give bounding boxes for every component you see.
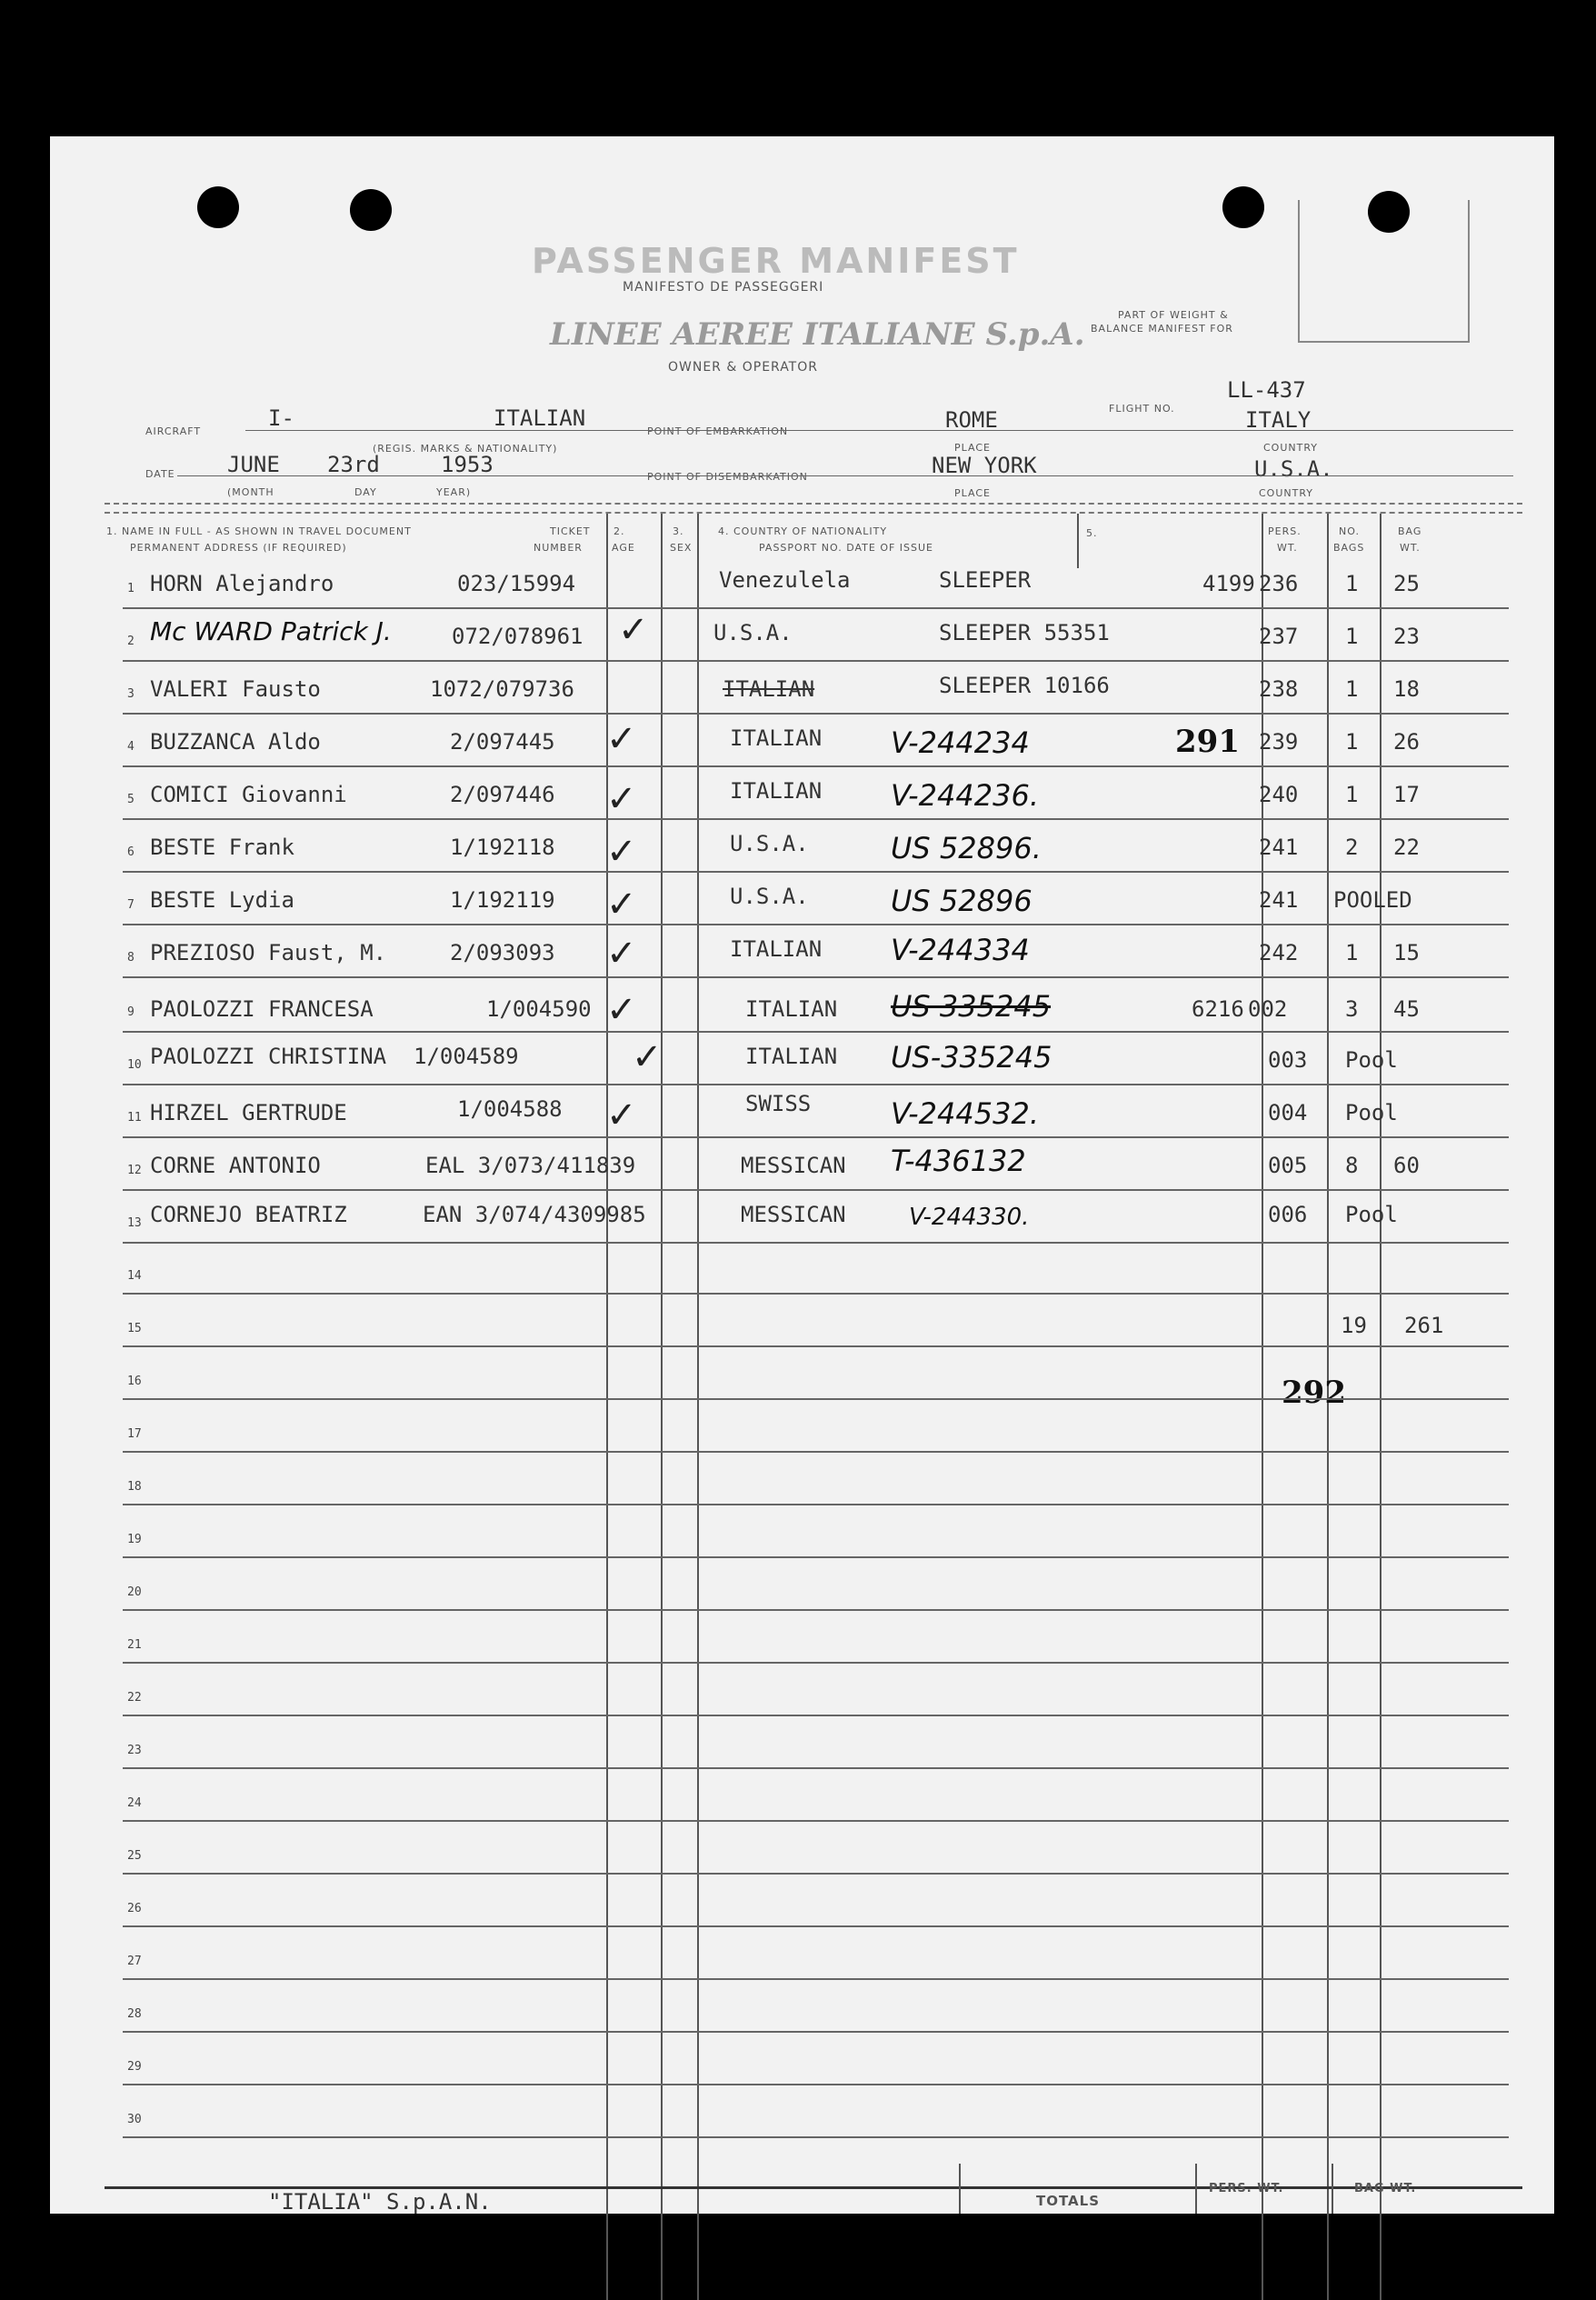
row-number: 5 (127, 793, 135, 806)
col-nat-header: PASSPORT NO. DATE OF ISSUE (759, 542, 934, 554)
col-ticket-header: TICKET (550, 525, 591, 537)
bag-count: Pool (1345, 1202, 1398, 1227)
ticket-number: 2/097445 (450, 729, 555, 755)
pers-weight: 005 (1268, 1153, 1308, 1178)
bag-weight: 17 (1393, 782, 1420, 807)
col-bagwt-header: BAG (1398, 525, 1422, 537)
manifest-title: PASSENGER MANIFEST (532, 241, 1020, 281)
nationality: MESSICAN (741, 1202, 846, 1227)
check-mark: ✓ (632, 1036, 663, 1078)
table-row (50, 1927, 1504, 1980)
ticket-number: 1/192118 (450, 835, 555, 860)
ticket-number: 1/192119 (450, 887, 555, 913)
rule (245, 430, 1513, 431)
table-row (50, 607, 1504, 662)
nationality: U.S.A. (730, 884, 809, 909)
ticket-number: 072/078961 (452, 624, 584, 649)
passport-note: V-244330. (909, 1204, 1030, 1231)
date-month: JUNE (227, 452, 280, 477)
col-sex-header: 3. (673, 525, 684, 537)
bag-weight: 22 (1393, 835, 1420, 860)
pers-weight: 238 (1259, 676, 1299, 702)
punch-hole (350, 189, 392, 231)
row-number: 8 (127, 951, 135, 965)
bag-count: 2 (1345, 835, 1359, 860)
row-number: 18 (127, 1480, 142, 1494)
passport-note: V-244236. (891, 778, 1039, 813)
passport-note: SLEEPER 55351 (939, 620, 1110, 645)
aircraft-label: AIRCRAFT (145, 425, 202, 437)
footer-divider (1332, 2164, 1333, 2214)
ticket-number: EAL 3/073/411839 (425, 1153, 636, 1178)
row-number: 21 (127, 1638, 142, 1652)
table-row (50, 1716, 1504, 1769)
check-mark: ✓ (606, 831, 637, 873)
table-row (50, 1084, 1504, 1138)
manifest-sheet (50, 136, 1554, 2214)
bag-count: 1 (1345, 624, 1359, 649)
row-number: 16 (127, 1375, 142, 1388)
country-caption: COUNTRY (1263, 442, 1318, 454)
col-name-header: 1. NAME IN FULL - AS SHOWN IN TRAVEL DOCUMENT (106, 525, 412, 537)
passport-note: US 335245 (891, 989, 1052, 1024)
table-row (50, 555, 1504, 609)
col-5-header: 5. (1086, 527, 1098, 539)
row-rule (123, 2136, 1509, 2138)
disembarkation-label: POINT OF DISEMBARKATION (647, 471, 808, 483)
row-number: 26 (127, 1902, 142, 1915)
ticket-number: 1072/079736 (430, 676, 574, 702)
bag-count: 1 (1345, 940, 1359, 965)
bag-weight: 23 (1393, 624, 1420, 649)
extra-number: 4199 (1202, 571, 1255, 596)
date-caption: YEAR) (436, 486, 472, 498)
passport-note: V-244532. (891, 1096, 1039, 1131)
totals-label: TOTALS (1036, 2193, 1101, 2209)
table-row (50, 1400, 1504, 1453)
bag-weight: 18 (1393, 676, 1420, 702)
ticket-number: 023/15994 (457, 571, 576, 596)
passport-note: V-244334 (891, 933, 1030, 967)
passenger-name: BESTE Lydia (150, 887, 294, 913)
passenger-name: PAOLOZZI CHRISTINA (150, 1044, 387, 1069)
table-row (50, 1453, 1504, 1505)
row-number: 24 (127, 1796, 142, 1810)
passenger-name: BESTE Frank (150, 835, 294, 860)
bag-count: 1 (1345, 676, 1359, 702)
bag-count: POOLED (1333, 887, 1412, 913)
col-nat-header: 4. COUNTRY OF NATIONALITY (718, 525, 888, 537)
punch-hole (1222, 186, 1264, 228)
passport-note: V-244234 (891, 725, 1030, 760)
row-number: 1 (127, 582, 135, 595)
row-number: 15 (127, 1322, 142, 1335)
total-bag-weight: 261 (1404, 1313, 1444, 1338)
place-caption: PLACE (954, 442, 991, 454)
bag-count: Pool (1345, 1047, 1398, 1073)
col-bagwt-header: WT. (1400, 542, 1421, 554)
row-number: 14 (127, 1269, 142, 1283)
row-number: 2 (127, 635, 135, 648)
row-number: 27 (127, 1955, 142, 1968)
embarkation-country: ITALY (1245, 407, 1312, 433)
passenger-name: Mc WARD Patrick J. (150, 616, 392, 646)
row-number: 3 (127, 687, 135, 701)
ticket-number: 1/004589 (414, 1044, 519, 1069)
table-row (50, 1875, 1504, 1927)
nationality: ITALIAN (730, 725, 823, 751)
row-number: 22 (127, 1691, 142, 1705)
bag-weight: 26 (1393, 729, 1420, 755)
table-row (50, 818, 1504, 873)
pers-weight: 237 (1259, 624, 1299, 649)
flight-number: LL-437 (1227, 377, 1306, 403)
row-number: 4 (127, 740, 135, 754)
table-row (50, 1136, 1504, 1191)
col-ticket-header: NUMBER (534, 542, 583, 554)
nationality: ITALIAN (745, 996, 838, 1022)
ticket-number: 1/004590 (486, 996, 592, 1022)
bag-count: 1 (1345, 729, 1359, 755)
bag-weight: 60 (1393, 1153, 1420, 1178)
table-row (50, 1347, 1504, 1411)
table-row (50, 924, 1504, 978)
footer-bag-weight-label: BAG WT. (1354, 2182, 1417, 2195)
place-caption: PLACE (954, 487, 991, 499)
stamp-number: 292 (1282, 1375, 1346, 1411)
row-number: 7 (127, 898, 135, 912)
pers-weight: 002 (1248, 996, 1288, 1022)
table-row (50, 1242, 1504, 1295)
aircraft-nationality: ITALIAN (494, 405, 586, 431)
bag-count: 3 (1345, 996, 1359, 1022)
passenger-name: BUZZANCA Aldo (150, 729, 321, 755)
passenger-name: COMICI Giovanni (150, 782, 347, 807)
nationality: ITALIAN (745, 1044, 838, 1069)
row-number: 23 (127, 1744, 142, 1757)
nationality: U.S.A. (713, 620, 793, 645)
nationality: SWISS (745, 1091, 812, 1116)
table-row (50, 660, 1504, 715)
bag-count: 1 (1345, 571, 1359, 596)
row-number: 29 (127, 2060, 142, 2074)
company-stamp: "ITALIA" S.p.A.N. (268, 2189, 492, 2215)
nationality: ITALIAN (723, 676, 815, 702)
col-bags-header: NO. (1339, 525, 1360, 537)
table-row (50, 871, 1504, 925)
ticket-number: EAN 3/074/4309985 (423, 1202, 646, 1227)
pers-weight: 241 (1259, 887, 1299, 913)
passport-note: US 52896. (891, 831, 1042, 865)
check-mark: ✓ (606, 884, 637, 925)
row-number: 6 (127, 845, 135, 859)
check-mark: ✓ (606, 933, 637, 975)
row-number: 10 (127, 1058, 142, 1072)
weight-box (1298, 200, 1470, 343)
ticket-number: 2/093093 (450, 940, 555, 965)
ticket-number: 2/097446 (450, 782, 555, 807)
table-row (50, 713, 1504, 767)
passenger-name: PAOLOZZI FRANCESA (150, 996, 374, 1022)
stamp-number: 291 (1175, 724, 1240, 760)
reg-caption: (REGIS. MARKS & NATIONALITY) (373, 443, 558, 455)
pers-weight: 241 (1259, 835, 1299, 860)
table-row (50, 1664, 1504, 1716)
bag-weight: 45 (1393, 996, 1420, 1022)
row-number: 19 (127, 1533, 142, 1546)
date-year: 1953 (441, 452, 494, 477)
bag-count: 1 (1345, 782, 1359, 807)
date-label: DATE (145, 468, 175, 480)
nationality: U.S.A. (730, 831, 809, 856)
date-caption: DAY (354, 486, 377, 498)
bag-count: Pool (1345, 1100, 1398, 1125)
pers-weight: 242 (1259, 940, 1299, 965)
row-number: 20 (127, 1585, 142, 1599)
col-age-header: AGE (612, 542, 635, 554)
separator (105, 512, 1522, 514)
passport-note: US 52896 (891, 884, 1032, 918)
date-caption: (MONTH (227, 486, 274, 498)
pers-weight: 239 (1259, 729, 1299, 755)
country-caption: COUNTRY (1259, 487, 1313, 499)
pers-weight: 240 (1259, 782, 1299, 807)
passenger-name: CORNEJO BEATRIZ (150, 1202, 347, 1227)
check-mark: ✓ (606, 718, 637, 760)
passport-note: US-335245 (891, 1040, 1052, 1075)
passenger-name: HIRZEL GERTRUDE (150, 1100, 347, 1125)
punch-hole (197, 186, 239, 228)
disembarkation-country: U.S.A. (1254, 456, 1333, 482)
nationality: ITALIAN (730, 936, 823, 962)
flight-label: FLIGHT NO. (1109, 403, 1175, 415)
col-bags-header: BAGS (1333, 542, 1365, 554)
embarkation-label: POINT OF EMBARKATION (647, 425, 789, 437)
row-number: 28 (127, 2007, 142, 2021)
passenger-name: PREZIOSO Faust, M. (150, 940, 387, 965)
check-mark: ✓ (618, 609, 649, 651)
check-mark: ✓ (606, 1095, 637, 1136)
passport-note: SLEEPER (939, 567, 1032, 593)
aircraft-reg: I- (268, 405, 294, 431)
owner-label: OWNER & OPERATOR (668, 360, 818, 375)
nationality: MESSICAN (741, 1153, 846, 1178)
col-age-header: 2. (613, 525, 625, 537)
date-day: 23rd (327, 452, 380, 477)
passport-note: SLEEPER 10166 (939, 673, 1110, 698)
row-number: 17 (127, 1427, 142, 1441)
footer-pers-weight-label: PERS. WT. (1209, 2182, 1284, 2195)
table-row (50, 1980, 1504, 2033)
col-pers-header: WT. (1277, 542, 1298, 554)
total-bags: 19 (1341, 1313, 1367, 1338)
pers-weight: 006 (1268, 1202, 1308, 1227)
ticket-number: 1/004588 (457, 1096, 563, 1122)
bag-weight: 25 (1393, 571, 1420, 596)
col-sex-header: SEX (670, 542, 693, 554)
col-pers-header: PERS. (1268, 525, 1302, 537)
nationality: Venezulela (719, 567, 851, 593)
row-number: 25 (127, 1849, 142, 1863)
passenger-name: HORN Alejandro (150, 571, 334, 596)
table-row (50, 2085, 1504, 2138)
footer-divider (1195, 2164, 1197, 2214)
row-number: 11 (127, 1111, 142, 1125)
table-row (50, 1769, 1504, 1822)
check-mark: ✓ (606, 989, 637, 1031)
weight-note: PART OF WEIGHT & (1118, 309, 1229, 321)
disembarkation-place: NEW YORK (932, 453, 1037, 478)
separator (105, 503, 1522, 505)
bag-weight: 15 (1393, 940, 1420, 965)
table-row (50, 765, 1504, 820)
table-row (50, 976, 1504, 1033)
footer-divider (959, 2164, 961, 2214)
row-number: 13 (127, 1216, 142, 1230)
table-row (50, 1189, 1504, 1244)
table-row (50, 1295, 1504, 1347)
row-number: 12 (127, 1164, 142, 1177)
bag-count: 8 (1345, 1153, 1359, 1178)
passport-note: T-436132 (891, 1144, 1026, 1178)
manifest-subtitle: MANIFESTO DE PASSEGGERI (623, 280, 824, 295)
check-mark: ✓ (606, 778, 637, 820)
passenger-name: CORNE ANTONIO (150, 1153, 321, 1178)
weight-note: BALANCE MANIFEST FOR (1091, 323, 1233, 335)
pers-weight: 003 (1268, 1047, 1308, 1073)
row-number: 9 (127, 1005, 135, 1019)
table-row (50, 2033, 1504, 2085)
embarkation-place: ROME (945, 407, 998, 433)
nationality: ITALIAN (730, 778, 823, 804)
row-number: 30 (127, 2113, 142, 2126)
pers-weight: 236 (1259, 571, 1299, 596)
table-row (50, 1505, 1504, 1558)
table-row (50, 1822, 1504, 1875)
table-row (50, 1611, 1504, 1664)
extra-number: 6216 (1192, 996, 1244, 1022)
airline-name: LINEE AEREE ITALIANE S.p.A. (550, 316, 1085, 353)
col-name-header: PERMANENT ADDRESS (IF REQUIRED) (130, 542, 347, 554)
table-row (50, 1558, 1504, 1611)
table-row (50, 1031, 1504, 1085)
pers-weight: 004 (1268, 1100, 1308, 1125)
rule (177, 475, 1513, 476)
passenger-name: VALERI Fausto (150, 676, 321, 702)
